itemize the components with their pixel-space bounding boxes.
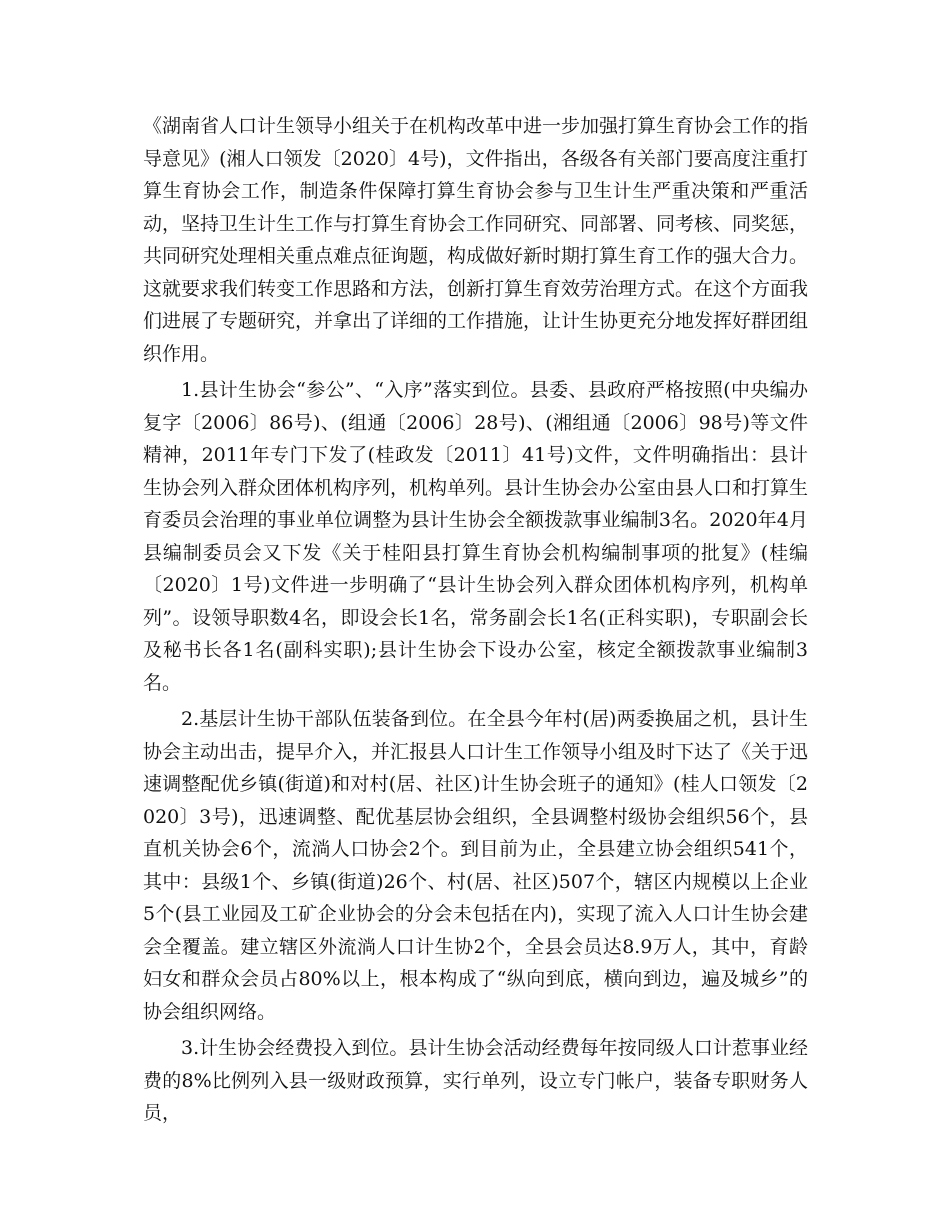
paragraph-item-1: 1.县计生协会“参公”、“入序”落实到位。县委、县政府严格按照(中央编办复字〔2006〕86号)、(组通〔2006〕28号)、(湘组通〔2006〕98号)等文件精神，2011年专门下发了(桂政发〔2011〕41号)文件，文件明确指出：县计生协会列入群众团体机构序列，机构单列。县计生协会办公室由县人口和打算生育委员会治理的事业单位调整为县计生协会全额拨款事业编制3名。2020年4月县编制委员会又下发《关于桂阳县打算生育协会机构编制事项的批复》(桂编〔2020〕1号)文件进一步明确了“县计生协会列入群众团体机构序列，机构单列”。设领导职数4名，即设会长1名，常务副会长1名(正科实职)，专职副会长及秘书长各1名(副科实职);县计生协会下设办公室，核定全额拨款事业编制3名。	[143, 379, 809, 694]
document-body	[143, 110, 808, 1134]
paragraph-item-2: 2.基层计生协干部队伍装备到位。在全县今年村(居)两委换届之机，县计生协会主动出击，提早介入，并汇报县人口计生工作领导小组及时下达了《关于迅速调整配优乡镇(街道)和对村(居、社区)计生协会班子的通知》(桂人口领发〔2020〕3号)，迅速调整、配优基层协会组织，全县调整村级协会组织56个，县直机关协会6个，流淌人口协会2个。到目前为止，全县建立协会组织541个，其中：县级1个、乡镇(街道)26个、村(居、社区)507个，辖区内规模以上企业5个(县工业园及工矿企业协会的分会未包括在内)，实现了流入人口计生协会建会全覆盖。建立辖区外流淌人口计生协2个，全县会员达8.9万人，其中，育龄妇女和群众会员占80%以上，根本构成了“纵向到底，横向到边，遍及城乡”的协会组织网络。	[143, 708, 809, 1023]
paragraph-intro: 《湖南省人口计生领导小组关于在机构改革中进一步加强打算生育协会工作的指导意见》(湘人口领发〔2020〕4号)，文件指出，各级各有关部门要高度注重打算生育协会工作，制造条件保障打算生育协会参与卫生计生严重决策和严重活动，坚持卫生计生工作与打算生育协会工作同研究、同部署、同考核、同奖惩，共同研究处理相关重点难点征询题，构成做好新时期打算生育工作的强大合力。这就要求我们转变工作思路和方法，创新打算生育效劳治理方式。在这个方面我们进展了专题研究，并拿出了详细的工作措施，让计生协更充分地发挥好群团组织作用。	[143, 115, 809, 365]
paragraph-item-3: 3.计生协会经费投入到位。县计生协会活动经费每年按同级人口计惹事业经费的8%比例列入县一级财政预算，实行单列，设立专门帐户，装备专职财务人员，	[143, 1037, 808, 1124]
